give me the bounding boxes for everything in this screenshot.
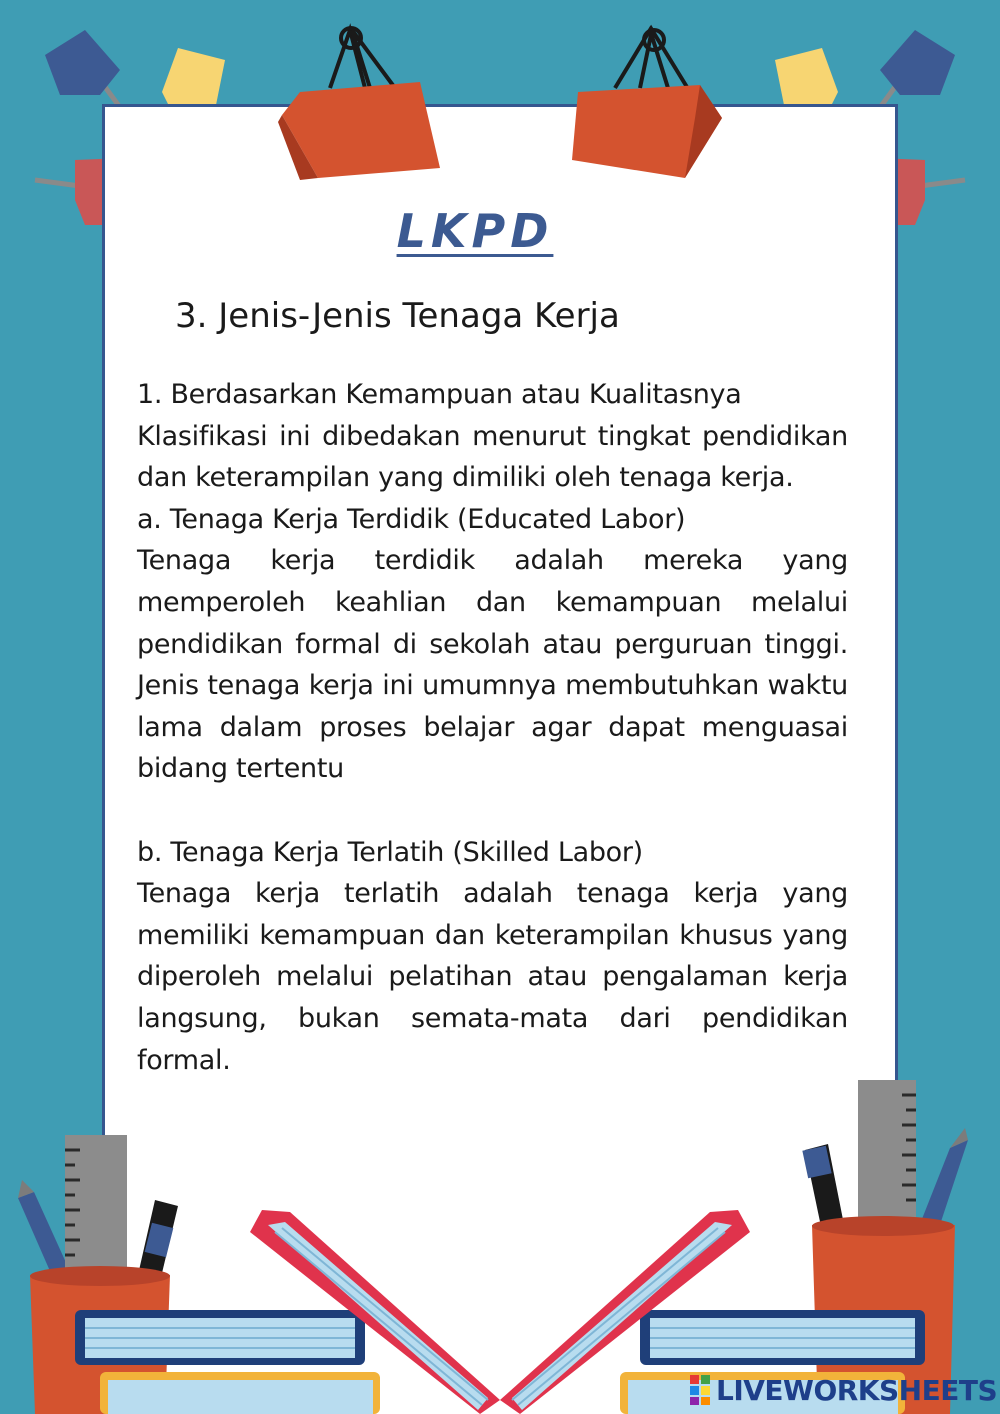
subsection-heading: b. Tenaga Kerja Terlatih (Skilled Labor) — [137, 836, 643, 868]
paragraph-spacer — [137, 790, 848, 832]
worksheet-body — [137, 374, 848, 1081]
binder-clip-icon — [572, 30, 722, 178]
worksheet-title: LKPD — [396, 204, 554, 258]
section-subtitle: 3. Jenis-Jenis Tenaga Kerja — [175, 296, 620, 336]
liveworksheets-brand[interactable] — [690, 1373, 997, 1407]
binder-clip-icon — [278, 28, 440, 180]
body-paragraph: Tenaga kerja terdidik adalah mereka yang memperoleh keahlian dan kemampuan melalui pendidikan formal di sekolah atau perguruan tinggi. Jenis tenaga kerja ini umumnya membutuhkan waktu lama dalam proses belajar agar dapat menguasai bidang tertentu — [137, 545, 848, 785]
liveworksheets-logo-icon — [690, 1375, 712, 1405]
body-paragraph: Klasifikasi ini dibedakan menurut tingkat pendidikan dan keterampilan yang dimiliki oleh tenaga kerja. — [137, 420, 848, 494]
body-paragraph: Tenaga kerja terlatih adalah tenaga kerja yang memiliki kemampuan dan keterampilan khusus yang diperoleh melalui pelatihan atau pengalaman kerja langsung, bukan semata-mata dari pendidikan formal. — [137, 878, 848, 1076]
book-stack-icon — [75, 1310, 380, 1414]
brand-name: LIVEWORKSHEETS — [716, 1373, 998, 1407]
subsection-heading: a. Tenaga Kerja Terdidik (Educated Labor) — [137, 503, 686, 535]
section-heading: 1. Berdasarkan Kemampuan atau Kualitasnya — [137, 379, 742, 410]
